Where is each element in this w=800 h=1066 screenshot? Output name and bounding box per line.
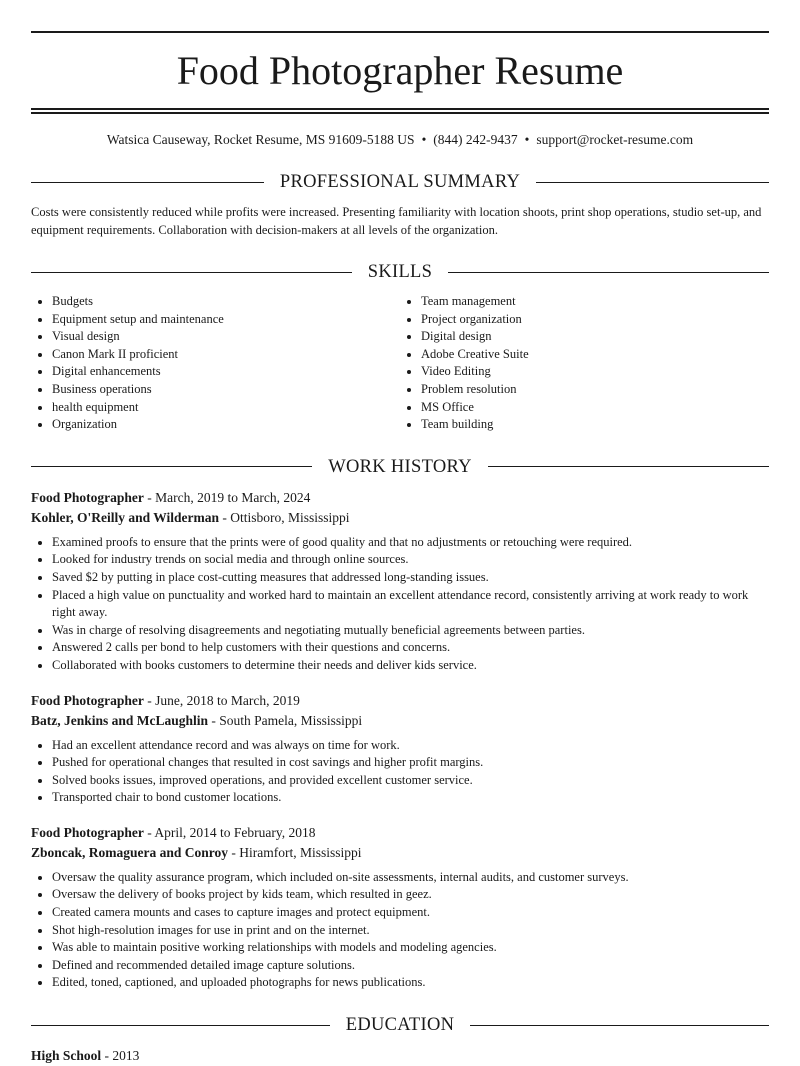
section-title-education: EDUCATION	[345, 1015, 455, 1036]
section-rule	[448, 272, 769, 273]
job-bullet: • Oversaw the delivery of books project by kids team, which resulted in geez.	[52, 886, 769, 904]
job-bullet: • Created camera mounts and cases to capture images and protect equipment.	[52, 904, 769, 922]
education-year: - 2013	[101, 1048, 140, 1064]
job-company: Zboncak, Romaguera and Conroy	[31, 844, 229, 860]
job-location: - South Pamela, Mississippi	[208, 712, 363, 728]
job-location: - Hiramfort, Mississippi	[228, 844, 362, 860]
job-bullet: • Defined and recommended detailed image capture solutions.	[52, 957, 769, 975]
title-double-rule	[31, 108, 769, 114]
skill-item: • Team building	[421, 416, 769, 434]
skill-item: • health equipment	[52, 399, 400, 417]
job-entry	[31, 823, 769, 992]
job-bullet: • Was able to maintain positive working relationships with models and modeling agencies.	[52, 939, 769, 957]
job-title: Food Photographer	[31, 824, 144, 840]
contact-phone: (844) 242-9437	[433, 132, 518, 147]
summary-text: Costs were consistently reduced while profits were increased. Presenting familiarity with location shoots, print shop operations, studio set-up, and equipment requirements. Collaboration with decision-makers at all levels of the organization.	[31, 205, 762, 237]
job-bullet: • Shot high-resolution images for use in print and on the internet.	[52, 922, 769, 940]
job-company-line	[31, 508, 769, 528]
job-bullet: • Pushed for operational changes that resulted in cost savings and higher profit margins.	[52, 754, 769, 772]
skill-item: • Problem resolution	[421, 381, 769, 399]
job-bullet: • Had an excellent attendance record and was always on time for work.	[52, 737, 769, 755]
contact-separator: •	[421, 132, 427, 147]
job-entry	[31, 488, 769, 675]
section-title-summary: PROFESSIONAL SUMMARY	[279, 172, 521, 192]
section-rule	[31, 1025, 330, 1026]
job-title-line	[31, 691, 769, 711]
skill-item: • Equipment setup and maintenance	[52, 311, 400, 329]
job-title: Food Photographer	[31, 692, 144, 708]
skill-item: • Video Editing	[421, 363, 769, 381]
contact-address: Watsica Causeway, Rocket Resume, MS 91609-5188 US	[106, 132, 415, 147]
top-rule	[31, 31, 769, 33]
contact-line	[31, 131, 769, 149]
job-title: Food Photographer	[31, 489, 144, 505]
section-title-work: WORK HISTORY	[328, 456, 472, 477]
education-entry	[31, 1046, 769, 1066]
skill-item: • Digital design	[421, 328, 769, 346]
work-history-list	[31, 488, 769, 992]
job-bullet: • Examined proofs to ensure that the prints were of good quality and that no adjustments or retouching were required.	[52, 534, 769, 552]
section-header-skills	[31, 261, 769, 283]
section-header-education	[31, 1014, 769, 1036]
job-dates: - June, 2018 to March, 2019	[143, 692, 300, 708]
section-rule	[31, 182, 264, 183]
job-bullet: • Placed a high value on punctuality and worked hard to maintain an excellent attendance record, consistently arriving at work ready to work right away.	[52, 587, 769, 622]
job-company: Kohler, O'Reilly and Wilderman	[31, 509, 220, 525]
job-bullet: • Solved books issues, improved operations, and provided excellent customer service.	[52, 772, 769, 790]
skill-item: • Adobe Creative Suite	[421, 346, 769, 364]
job-bullets	[31, 869, 769, 992]
section-title-skills: SKILLS	[367, 262, 433, 282]
skills-column-right	[400, 293, 769, 434]
resume-title: Food Photographer Resume	[176, 48, 624, 93]
job-title-line	[31, 488, 769, 508]
skill-item: • Canon Mark II proficient	[52, 346, 400, 364]
job-title-line	[31, 823, 769, 843]
skill-item: • Visual design	[52, 328, 400, 346]
job-bullets	[31, 737, 769, 807]
section-header-work	[31, 456, 769, 478]
job-company: Batz, Jenkins and McLaughlin	[31, 712, 209, 728]
skill-item: • Business operations	[52, 381, 400, 399]
job-bullet: • Oversaw the quality assurance program, which included on-site assessments, internal audits, and customer surveys.	[52, 869, 769, 887]
skill-item: • Digital enhancements	[52, 363, 400, 381]
resume-page	[31, 0, 769, 1066]
skill-item: • MS Office	[421, 399, 769, 417]
skill-item: • Budgets	[52, 293, 400, 311]
job-company-line	[31, 711, 769, 731]
skills-column-left	[31, 293, 400, 434]
section-rule	[470, 1025, 769, 1026]
job-location: - Ottisboro, Mississippi	[219, 509, 350, 525]
education-degree: High School	[31, 1048, 102, 1064]
section-rule	[536, 182, 769, 183]
job-dates: - April, 2014 to February, 2018	[143, 824, 316, 840]
job-bullet: • Collaborated with books customers to determine their needs and deliver kids service.	[52, 657, 769, 675]
job-bullet: • Edited, toned, captioned, and uploaded photographs for news publications.	[52, 974, 769, 992]
skills-list	[31, 293, 769, 434]
skill-item: • Project organization	[421, 311, 769, 329]
skill-item: • Organization	[52, 416, 400, 434]
job-bullet: • Was in charge of resolving disagreements and negotiating mutually beneficial agreements between parties.	[52, 622, 769, 640]
section-header-summary	[31, 171, 769, 193]
job-dates: - March, 2019 to March, 2024	[143, 489, 311, 505]
skill-item: • Team management	[421, 293, 769, 311]
section-rule	[488, 466, 769, 467]
job-company-line	[31, 843, 769, 863]
job-bullet: • Looked for industry trends on social media and through online sources.	[52, 551, 769, 569]
section-rule	[31, 466, 312, 467]
contact-email: support@rocket-resume.com	[536, 132, 694, 147]
job-bullet: • Transported chair to bond customer locations.	[52, 789, 769, 807]
job-entry	[31, 691, 769, 807]
contact-separator: •	[524, 132, 530, 147]
job-bullet: • Saved $2 by putting in place cost-cutting measures that addressed long-standing issues.	[52, 569, 769, 587]
job-bullets	[31, 534, 769, 675]
job-bullet: • Answered 2 calls per bond to help customers with their questions and concerns.	[52, 639, 769, 657]
section-rule	[31, 272, 352, 273]
